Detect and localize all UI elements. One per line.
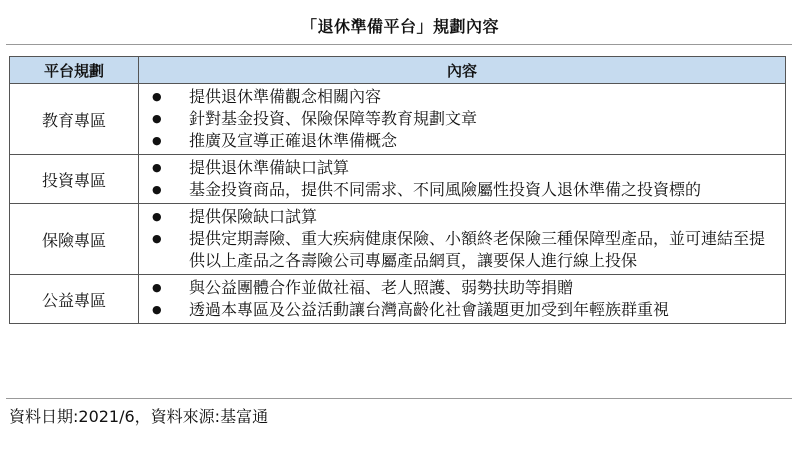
- bullet-icon: ●: [152, 161, 162, 174]
- table-body: [10, 84, 786, 324]
- bullet-icon: ●: [152, 232, 162, 245]
- row-content: [139, 84, 786, 155]
- list-item: [139, 157, 785, 179]
- row-category: 保險專區: [10, 204, 139, 275]
- list-item: [139, 179, 785, 201]
- document-title: 「退休準備平台」規劃內容: [300, 17, 499, 36]
- list-item-text: 針對基金投資、保險保障等教育規劃文章: [189, 109, 478, 128]
- list-item: [139, 228, 785, 272]
- list-item-text: 基金投資商品，提供不同需求、不同風險屬性投資人退休準備之投資標的: [189, 180, 702, 199]
- table-header-row: [10, 57, 786, 84]
- list-item-text: 提供退休準備觀念相關內容: [189, 87, 382, 106]
- bullet-icon: ●: [152, 303, 162, 316]
- bullet-icon: ●: [152, 90, 162, 103]
- row-content: [139, 204, 786, 275]
- list-item: [139, 299, 785, 321]
- table-row: [10, 84, 786, 155]
- list-item-text: 提供保險缺口試算: [189, 207, 318, 226]
- table-row: [10, 275, 786, 324]
- source-note: 資料日期:2021/6，資料來源:基富通: [9, 407, 269, 426]
- list-item: [139, 206, 785, 228]
- platform-plan-table: [9, 56, 786, 324]
- row-category: 教育專區: [10, 84, 139, 155]
- content-list: [139, 277, 785, 321]
- list-item: [139, 130, 785, 152]
- row-content: [139, 155, 786, 204]
- list-item: [139, 86, 785, 108]
- content-list: [139, 206, 785, 272]
- content-list: [139, 86, 785, 152]
- bullet-icon: ●: [152, 134, 162, 147]
- header-content: 內容: [139, 57, 786, 84]
- bullet-icon: ●: [152, 183, 162, 196]
- bullet-icon: ●: [152, 281, 162, 294]
- list-item-text: 推廣及宣導正確退休準備概念: [189, 131, 398, 150]
- table-row: [10, 155, 786, 204]
- list-item-text: 與公益團體合作並做社福、老人照護、弱勢扶助等捐贈: [189, 278, 574, 297]
- content-list: [139, 157, 785, 201]
- list-item: [139, 108, 785, 130]
- row-content: [139, 275, 786, 324]
- row-category: 投資專區: [10, 155, 139, 204]
- list-item: [139, 277, 785, 299]
- list-item-text: 提供定期壽險、重大疾病健康保險、小額終老保險三種保障型產品，並可連結至提供以上產品之各壽險公司專屬產品網頁，讓要保人進行線上投保: [189, 229, 766, 270]
- row-category: 公益專區: [10, 275, 139, 324]
- bullet-icon: ●: [152, 210, 162, 223]
- header-platform-plan: 平台規劃: [10, 57, 139, 84]
- list-item-text: 提供退休準備缺口試算: [189, 158, 350, 177]
- bullet-icon: ●: [152, 112, 162, 125]
- table-row: [10, 204, 786, 275]
- list-item-text: 透過本專區及公益活動讓台灣高齡化社會議題更加受到年輕族群重視: [189, 300, 670, 319]
